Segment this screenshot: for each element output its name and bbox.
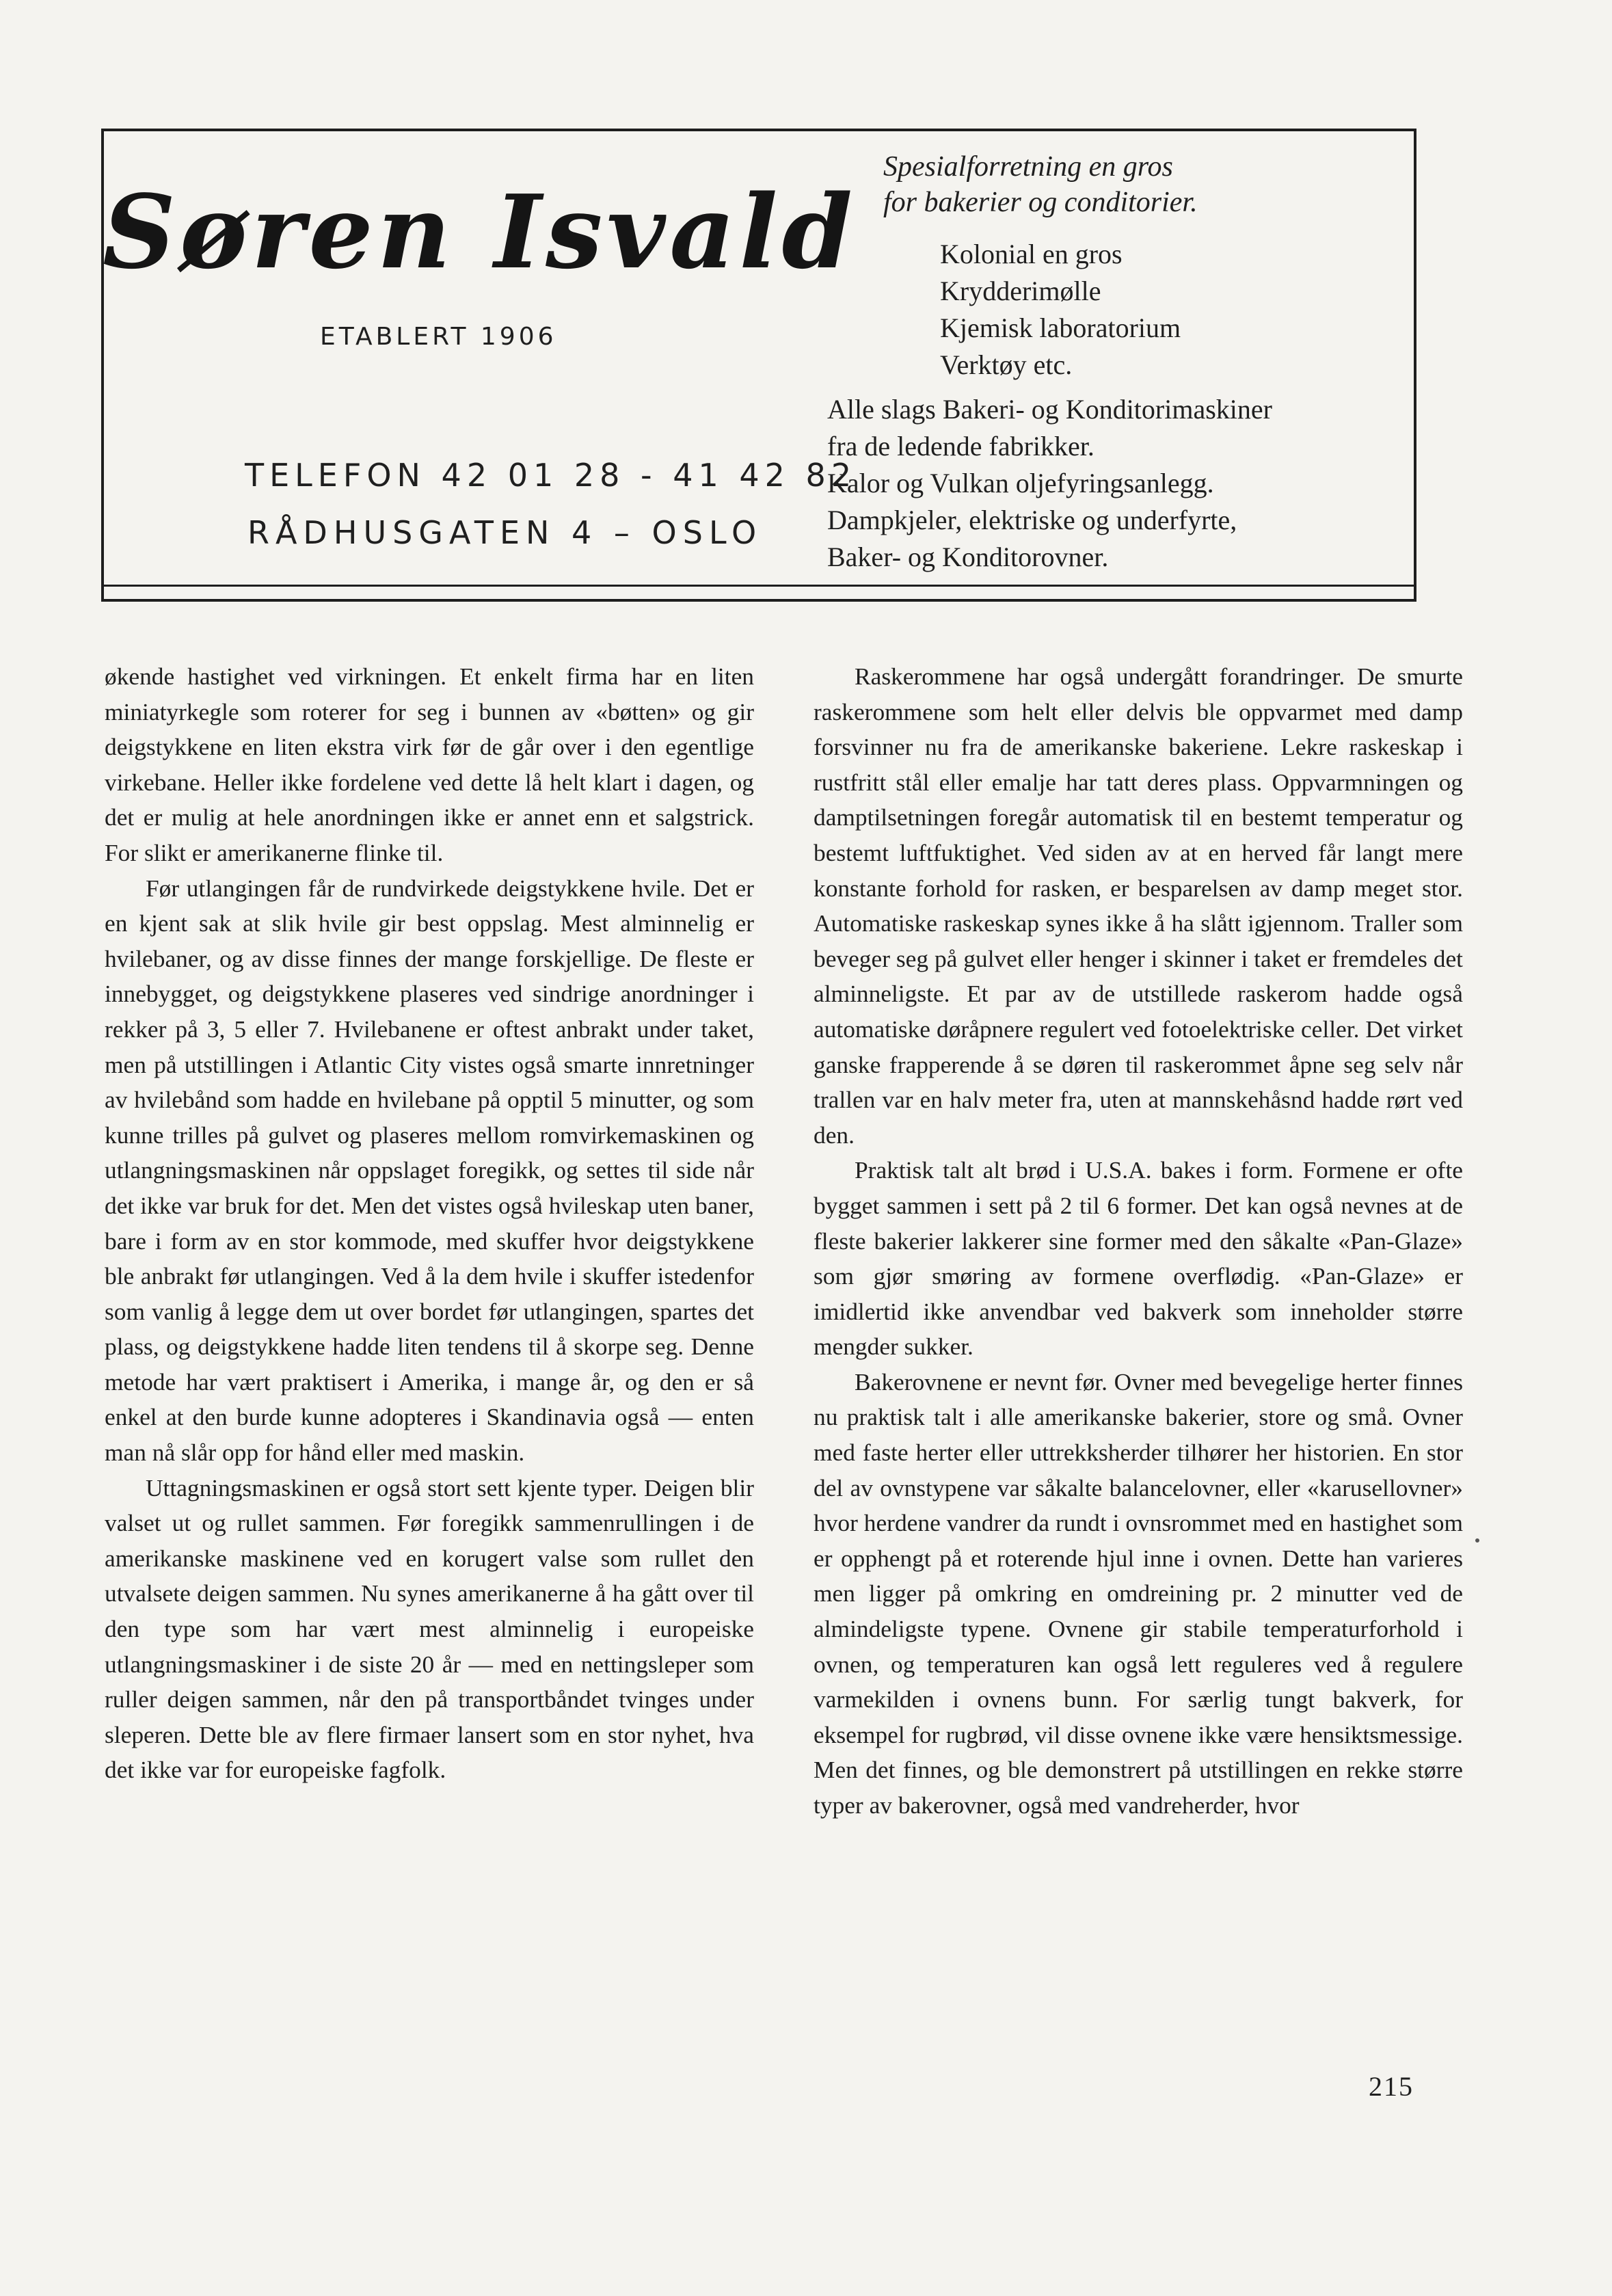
company-logo-name: Søren Isvald bbox=[103, 172, 857, 291]
machine-line: Baker- og Konditorovner. bbox=[827, 542, 1109, 572]
page-number: 215 bbox=[1369, 2071, 1414, 2102]
product-line: Kjemisk laboratorium bbox=[940, 312, 1181, 343]
article-paragraph: Raskerommene har også undergått forandringer. De smurte raskerommene som helt eller delvis ble oppvarmet med damp forsvinner nu fra de amerikanske bakeriene. Lekre raskeskap i rustfritt stål eller emalje har tatt deres plass. Oppvarmningen og damptilsetningen foregår automatisk til en bestemt temperatur og bestemt luftfuktighet. Ved siden av at en herved får langt mere konstante forhold for rasken, er besparelsen av damp meget stor. Automatiske raskeskap synes ikke å ha slått igjennom. Traller som beveger seg på gulvet eller henger i skinner i taket er fremdeles det alminneligste. Et par av de utstillede raskerom hadde også automatiske døråpnere regulert ved fotoelektriske celler. Det virket ganske frapperende å se døren til raskerommet åpne seg selv når trallen var en halv meter fra, uten at mannskehåsnd hadde rørt ved den. bbox=[814, 663, 1463, 1149]
machine-lines bbox=[827, 391, 1272, 576]
machine-line: Kalor og Vulkan oljefyringsanlegg. bbox=[827, 468, 1214, 498]
article-paragraph: økende hastighet ved virkningen. Et enkelt firma har en liten miniatyrkegle som roterer for seg i bunnen av «bøtten» og gir deigstykkene en liten ekstra virk før de går over i den egentlige virkebane. Heller ikke fordelene ved dette lå helt klart i dagen, og det er mulig at hele anordningen ikke er annet enn et salgstrick. For slikt er amerikanerne flinke til. bbox=[105, 663, 754, 866]
specialty-line: for bakerier og conditorier. bbox=[883, 187, 1198, 218]
print-speck bbox=[1475, 1538, 1479, 1543]
article-right-column bbox=[814, 659, 1463, 1824]
machine-line: Dampkjeler, elektriske og underfyrte, bbox=[827, 505, 1237, 535]
product-line: Verktøy etc. bbox=[940, 349, 1073, 380]
specialty-line: Spesialforretning en gros bbox=[883, 151, 1173, 183]
specialty-lines bbox=[883, 149, 1198, 220]
machine-line: Alle slags Bakeri- og Konditorimaskiner bbox=[827, 394, 1272, 425]
article-paragraph: Bakerovnene er nevnt før. Ovner med bevegelige herter finnes nu praktisk talt i alle amerikanske bakerier, store og små. Ovner med faste herter eller uttrekksherder tilhører her historien. En stor del av ovnstypene var såkalte balancelovner, eller «karusellovner» hvor herdene vandrer da rundt i ovnsrommet med en hastighet som er opphengt på et roterende hjul inne i ovnen. Dette han varieres men ligger på omkring en omdreining pr. 2 minutter ved de almindeligste typene. Ovnene gir stabile temperaturforhold i ovnen, og temperaturen kan også lett reguleres ved å regulere varmekilden i ovnens bunn. For særlig tungt bakverk, for eksempel for rugbrød, vil disse ovnene ikke være hensiktsmessige. Men det finnes, og ble demonstrert på utstillingen en rekke større typer av bakerovner, også med vandreherder, hvor bbox=[814, 1367, 1463, 1819]
street-address: RÅDHUSGATEN 4 – OSLO bbox=[247, 514, 763, 551]
article-paragraph: Før utlangingen får de rundvirkede deigstykkene hvile. Det er en kjent sak at slik hvile gir best oppslag. Mest alminnelig er hvilebaner, og av disse finnes der mange forskjellige. De fleste er innebygget, og deigstykkene plaseres ved sindrige anordninger i rekker på 3, 5 eller 7. Hvilebanene er oftest anbrakt under taket, men på utstillingen i Atlantic City vistes også smarte innretninger av hvilebånd som hadde en hvilebane på opptil 5 minutter, og som kunne trilles på gulvet og plaseres mellom romvirkemaskinen og utlangningsmaskinen når oppslaget foregikk, og settes til side når det ikke var bruk for det. Men det vistes også hvileskap uten baner, bare i form av en stor kommode, med skuffer hvor deigstykkene ble anbrakt før utlangingen. Ved å la dem hvile i skuffer istedenfor som vanlig å legge dem ut over bordet før utlangingen, spartes det plass, og deigstykkene hadde liten tendens til å skorpe seg. Denne metode har vært praktisert i Amerika, i mange år, og den er så enkel at den burde kunne adopteres i Skandinavia også — enten man nå slår opp for hånd eller med maskin. bbox=[105, 874, 754, 1467]
phone-numbers: TELEFON 42 01 28 - 41 42 82 bbox=[245, 457, 857, 494]
article-paragraph: Uttagningsmaskinen er også stort sett kjente typer. Deigen blir valset ut og rullet sammen. Før foregikk sammenrullingen i de amerikanske maskinene ved en korugert valse som rullet den utvalsete deigen sammen. Nu synes amerikanerne å ha gått over til den type som har vært mest alminnelig i europeiske utlangningsmaskiner i de siste 20 år — med en nettingsleper som ruller deigen sammen, når den på transportbåndet tvinges under sleperen. Dette ble av flere firmaer lansert som en stor nyhet, hva det ikke var for europeiske fagfolk. bbox=[105, 1473, 754, 1784]
product-line: Kolonial en gros bbox=[940, 239, 1123, 269]
product-line: Krydderimølle bbox=[940, 276, 1101, 306]
article-left-column bbox=[105, 659, 754, 1788]
established-year: ETABLERT 1906 bbox=[320, 323, 557, 351]
article-paragraph: Praktisk talt alt brød i U.S.A. bakes i form. Formene er ofte bygget sammen i sett på 2 til 6 former. Det kan også nevnes at de fleste bakerier lakkerer sine former med den såkalte «Pan-Glaze» som gjør smøring av formene overflødig. «Pan-Glaze» er imidlertid ikke anvendbar ved bakverk som inneholder større mengder sukker. bbox=[814, 1156, 1463, 1361]
machine-line: fra de ledende fabrikker. bbox=[827, 431, 1094, 462]
product-lines bbox=[940, 236, 1181, 384]
